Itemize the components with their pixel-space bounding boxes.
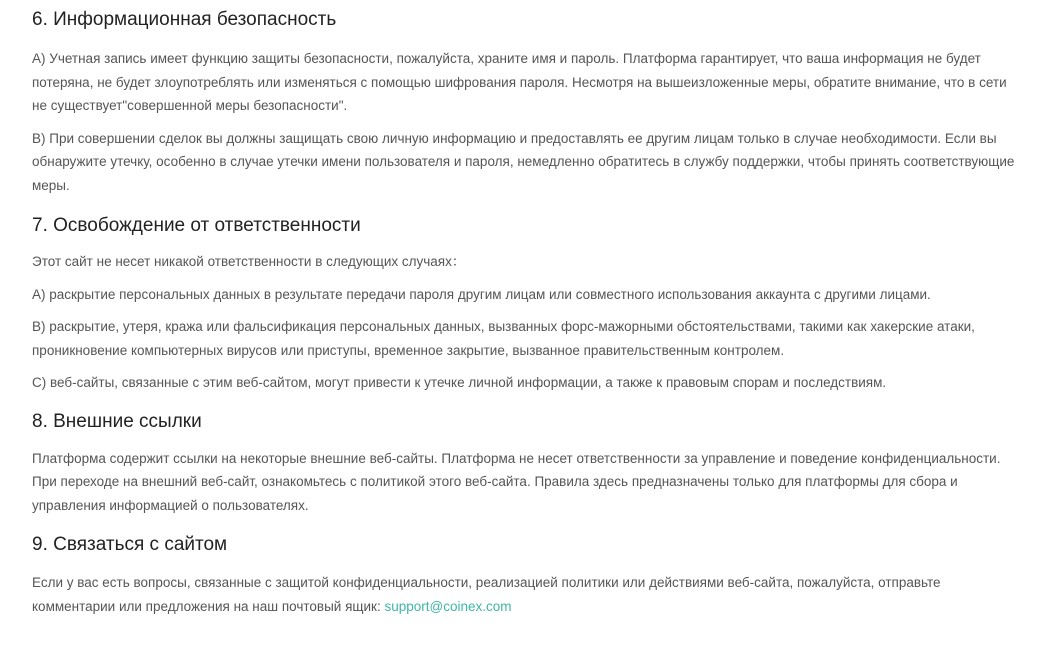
section-disclaimer bbox=[32, 214, 1017, 395]
paragraph: Платформа содержит ссылки на некоторые внешние веб-сайты. Платформа не несет ответственности за управление и поведение конфиденциальности. При переходе на внешний веб-сайт, ознакомьтесь с политикой этого веб-сайта. Правила здесь предназначены только для платформы для сбора и управления информацией о пользователях. bbox=[32, 450, 1001, 513]
section-heading: 9. Связаться с сайтом bbox=[32, 534, 228, 555]
paragraph: B) раскрытие, утеря, кража или фальсификация персональных данных, вызванных форс-мажорными обстоятельствами, такими как хакерские атаки, проникновение компьютерных вирусов или приступы, временное закрытие, вызванное правительственным контролем. bbox=[32, 319, 975, 358]
section-heading: 7. Освобождение от ответственности bbox=[32, 215, 361, 236]
paragraph-text: Если у вас есть вопросы, связанные с защитой конфиденциальности, реализацией политики или действиями веб-сайта, пожалуйста, отправьте комментарии или предложения на наш почтовый ящик: bbox=[32, 575, 941, 614]
section-external-links bbox=[32, 410, 1017, 518]
support-email-link[interactable]: support@coinex.com bbox=[384, 598, 512, 614]
section-heading: 8. Внешние ссылки bbox=[32, 410, 202, 432]
section-contact bbox=[32, 533, 1017, 618]
paragraph: B) При совершении сделок вы должны защищать свою личную информацию и предоставлять ее другим лицам только в случае необходимости. Если вы обнаружите утечку, особенно в случае утечки имени пользователя и пароля, немедленно обратитесь в службу поддержки, чтобы принять соответствующие меры. bbox=[32, 130, 1015, 193]
paragraph: A) Учетная запись имеет функцию защиты безопасности, пожалуйста, храните имя и пароль. Платформа гарантирует, что ваша информация не будет потеряна, не будет злоупотреблять или изменяться с помощью шифрования пароля. Несмотря на вышеизложенные меры, обратите внимание, что в сети не существует"совершенной меры безопасности". bbox=[32, 51, 1007, 113]
section-information-security bbox=[32, 0, 1017, 197]
paragraph bbox=[32, 571, 1017, 618]
section-heading: 6. Информационная безопасность bbox=[32, 9, 337, 30]
paragraph: A) раскрытие персональных данных в результате передачи пароля другим лицам или совместного использования аккаунта с другими лицами. bbox=[32, 286, 931, 302]
paragraph: C) веб-сайты, связанные с этим веб-сайтом, могут привести к утечке личной информации, а также к правовым спорам и последствиям. bbox=[32, 375, 887, 390]
paragraph: Этот сайт не несет никакой ответственности в следующих случаях： bbox=[32, 254, 466, 269]
